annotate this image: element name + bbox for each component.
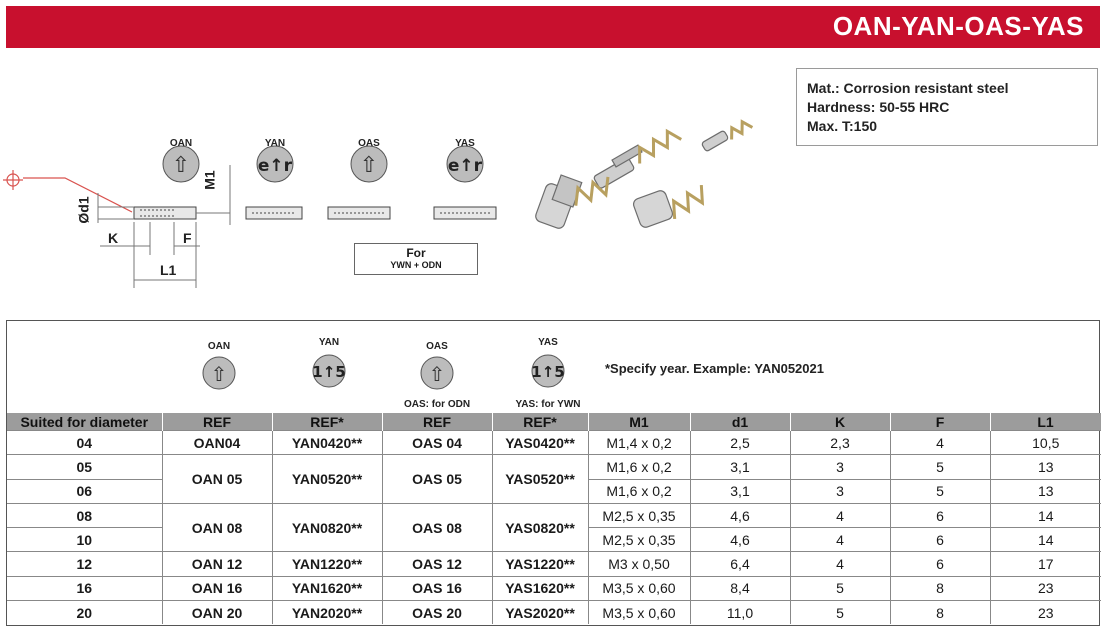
for-label: For bbox=[406, 246, 426, 260]
cell-l1: 13 bbox=[990, 479, 1101, 503]
cell-d1: 6,4 bbox=[690, 552, 790, 576]
dim-m1: M1 bbox=[201, 170, 218, 190]
col-header: REF bbox=[162, 413, 272, 431]
cell-ref-yan: YAN2020** bbox=[272, 601, 382, 625]
screw-drawing-yas bbox=[434, 207, 496, 219]
cell-ref-yan: YAN0420** bbox=[272, 431, 382, 455]
cell-m1: M2,5 x 0,35 bbox=[588, 528, 690, 552]
screw-drawing-oas bbox=[328, 207, 390, 219]
cell-m1: M3,5 x 0,60 bbox=[588, 576, 690, 600]
yan-header-label: YAN bbox=[318, 337, 340, 348]
cell-ref-oas: OAS 12 bbox=[382, 552, 492, 576]
table-row bbox=[7, 576, 1101, 600]
oan-arrow-icon bbox=[163, 146, 199, 182]
cell-f: 8 bbox=[890, 576, 990, 600]
cell-diameter: 10 bbox=[7, 528, 162, 552]
cell-ref-yan: YAN1220** bbox=[272, 552, 382, 576]
cell-l1: 10,5 bbox=[990, 431, 1101, 455]
yan-arrow-icon bbox=[312, 355, 345, 387]
col-header: d1 bbox=[690, 413, 790, 431]
cell-ref-oan: OAN 16 bbox=[162, 576, 272, 600]
dim-f: F bbox=[183, 230, 192, 246]
svg-text:⇧: ⇧ bbox=[171, 153, 191, 178]
page-title: OAN-YAN-OAS-YAS bbox=[832, 11, 1084, 41]
cell-d1: 11,0 bbox=[690, 601, 790, 625]
cell-diameter: 04 bbox=[7, 431, 162, 455]
material-line: Mat.: Corrosion resistant steel bbox=[807, 80, 1009, 96]
oas-header-label: OAS bbox=[426, 341, 448, 352]
cell-diameter: 16 bbox=[7, 576, 162, 600]
cell-k: 5 bbox=[790, 576, 890, 600]
svg-text:⇧: ⇧ bbox=[210, 362, 228, 386]
cell-ref-oas: OAS 16 bbox=[382, 576, 492, 600]
oan-header-label: OAN bbox=[207, 341, 231, 352]
table-row bbox=[7, 503, 1101, 527]
cell-diameter: 12 bbox=[7, 552, 162, 576]
for-box bbox=[354, 243, 478, 275]
column-header-row bbox=[7, 413, 1101, 431]
for-models: YWN + ODN bbox=[390, 260, 442, 270]
cell-ref-yas: YAS0820** bbox=[492, 503, 588, 552]
cell-d1: 3,1 bbox=[690, 479, 790, 503]
col-header: F bbox=[890, 413, 990, 431]
cell-f: 5 bbox=[890, 455, 990, 479]
table-row bbox=[7, 455, 1101, 479]
col-header: REF bbox=[382, 413, 492, 431]
screw-drawing-yan bbox=[246, 207, 302, 219]
cell-ref-oan: OAN 12 bbox=[162, 552, 272, 576]
cell-ref-oan: OAN 08 bbox=[162, 503, 272, 552]
cell-ref-yas: YAS0420** bbox=[492, 431, 588, 455]
cell-ref-yas: YAS1220** bbox=[492, 552, 588, 576]
cell-f: 4 bbox=[890, 431, 990, 455]
cell-ref-oas: OAS 05 bbox=[382, 455, 492, 504]
oas-note: OAS: for ODN bbox=[403, 399, 471, 410]
cell-k: 5 bbox=[790, 601, 890, 625]
cell-d1: 8,4 bbox=[690, 576, 790, 600]
cell-ref-yan: YAN0520** bbox=[272, 455, 382, 504]
cell-f: 8 bbox=[890, 601, 990, 625]
col-header: K bbox=[790, 413, 890, 431]
svg-text:1↑5: 1↑5 bbox=[312, 363, 346, 381]
cell-diameter: 08 bbox=[7, 503, 162, 527]
yan-arrow-icon bbox=[257, 146, 293, 182]
cell-k: 4 bbox=[790, 503, 890, 527]
cell-k: 2,3 bbox=[790, 431, 890, 455]
cell-f: 6 bbox=[890, 552, 990, 576]
yas-arrow-icon bbox=[531, 355, 564, 387]
table-row bbox=[7, 601, 1101, 625]
cell-diameter: 20 bbox=[7, 601, 162, 625]
svg-text:1↑5: 1↑5 bbox=[531, 363, 565, 381]
cell-ref-oas: OAS 20 bbox=[382, 601, 492, 625]
yas-note: YAS: for YWN bbox=[515, 399, 581, 410]
col-header: REF* bbox=[272, 413, 382, 431]
cell-d1: 4,6 bbox=[690, 528, 790, 552]
cell-d1: 3,1 bbox=[690, 455, 790, 479]
svg-text:e↑r: e↑r bbox=[447, 156, 483, 176]
cell-k: 3 bbox=[790, 479, 890, 503]
cell-diameter: 06 bbox=[7, 479, 162, 503]
svg-text:⇧: ⇧ bbox=[428, 362, 446, 386]
cell-l1: 17 bbox=[990, 552, 1101, 576]
material-info-box bbox=[796, 68, 1098, 146]
oan-arrow-icon bbox=[203, 357, 235, 389]
table-row bbox=[7, 431, 1101, 455]
cell-k: 4 bbox=[790, 528, 890, 552]
cell-l1: 14 bbox=[990, 528, 1101, 552]
oan-label: OAN bbox=[169, 138, 193, 149]
max-temp-line: Max. T:150 bbox=[807, 118, 878, 134]
yas-label: YAS bbox=[455, 138, 475, 149]
cell-ref-oas: OAS 04 bbox=[382, 431, 492, 455]
product-photo bbox=[534, 119, 752, 230]
yan-label: YAN bbox=[264, 138, 286, 149]
cell-m1: M1,6 x 0,2 bbox=[588, 455, 690, 479]
cell-d1: 4,6 bbox=[690, 503, 790, 527]
hardness-line: Hardness: 50-55 HRC bbox=[807, 99, 950, 115]
cell-ref-yan: YAN0820** bbox=[272, 503, 382, 552]
col-header: Suited for diameter bbox=[7, 413, 162, 431]
oas-arrow-icon bbox=[421, 357, 453, 389]
table-header-icons bbox=[7, 321, 1099, 413]
cell-m1: M3 x 0,50 bbox=[588, 552, 690, 576]
dim-k: K bbox=[108, 230, 119, 246]
table-row bbox=[7, 552, 1101, 576]
cell-d1: 2,5 bbox=[690, 431, 790, 455]
cell-ref-yan: YAN1620** bbox=[272, 576, 382, 600]
cell-l1: 13 bbox=[990, 455, 1101, 479]
cell-ref-oas: OAS 08 bbox=[382, 503, 492, 552]
cell-m1: M3,5 x 0,60 bbox=[588, 601, 690, 625]
cell-f: 6 bbox=[890, 503, 990, 527]
spec-table bbox=[6, 320, 1100, 626]
cell-l1: 23 bbox=[990, 576, 1101, 600]
cell-l1: 23 bbox=[990, 601, 1101, 625]
cell-f: 6 bbox=[890, 528, 990, 552]
cell-m1: M2,5 x 0,35 bbox=[588, 503, 690, 527]
cell-ref-yas: YAS0520** bbox=[492, 455, 588, 504]
title-banner bbox=[6, 6, 1100, 48]
dim-d1: Ød1 bbox=[75, 196, 92, 224]
cell-l1: 14 bbox=[990, 503, 1101, 527]
cell-m1: M1,6 x 0,2 bbox=[588, 479, 690, 503]
cell-f: 5 bbox=[890, 479, 990, 503]
col-header: M1 bbox=[588, 413, 690, 431]
cell-ref-oan: OAN 20 bbox=[162, 601, 272, 625]
cell-ref-oan: OAN04 bbox=[162, 431, 272, 455]
oas-label: OAS bbox=[358, 138, 380, 149]
svg-text:⇧: ⇧ bbox=[359, 153, 379, 178]
cell-ref-oan: OAN 05 bbox=[162, 455, 272, 504]
cell-k: 4 bbox=[790, 552, 890, 576]
cell-m1: M1,4 x 0,2 bbox=[588, 431, 690, 455]
col-header: REF* bbox=[492, 413, 588, 431]
spec-data-table bbox=[7, 413, 1102, 624]
cell-k: 3 bbox=[790, 455, 890, 479]
oas-arrow-icon bbox=[351, 146, 387, 182]
cell-diameter: 05 bbox=[7, 455, 162, 479]
dim-l1: L1 bbox=[160, 262, 177, 278]
yas-arrow-icon bbox=[447, 146, 483, 182]
crosshair-icon bbox=[3, 170, 132, 212]
cell-ref-yas: YAS2020** bbox=[492, 601, 588, 625]
col-header: L1 bbox=[990, 413, 1101, 431]
yas-header-label: YAS bbox=[538, 337, 558, 348]
cell-ref-yas: YAS1620** bbox=[492, 576, 588, 600]
specify-note: *Specify year. Example: YAN052021 bbox=[605, 361, 824, 376]
svg-text:e↑r: e↑r bbox=[257, 156, 293, 176]
